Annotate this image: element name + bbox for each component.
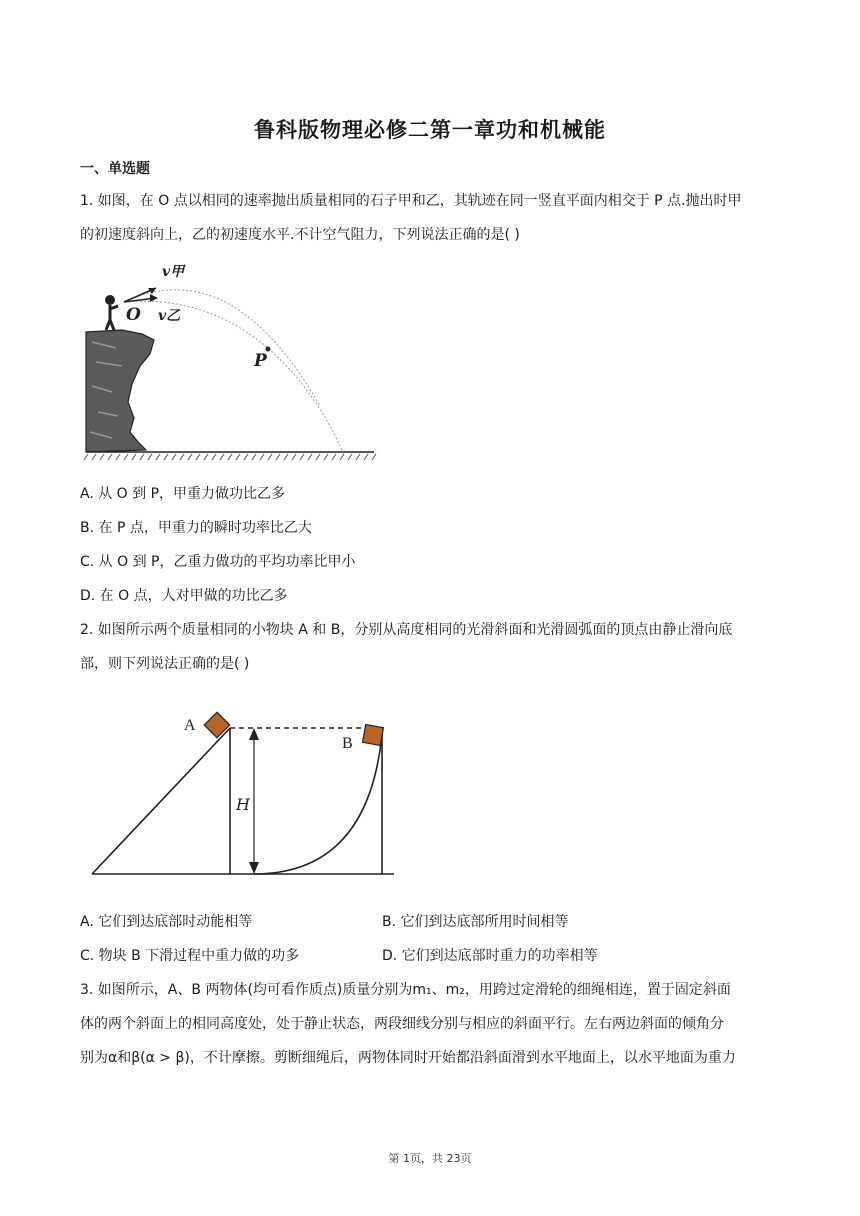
- height-arrow-bottom: [249, 862, 259, 874]
- label-h: H: [236, 795, 250, 814]
- q3-stem-line2: 体的两个斜面上的相同高度处，处于静止状态，两段细线分别与相应的斜面平行。左右两边斜面的倾角分: [80, 1016, 724, 1032]
- q1-option-b: B. 在 P 点，甲重力的瞬时功率比乙大: [80, 520, 312, 536]
- label-a: A: [184, 717, 196, 734]
- label-p: P: [254, 351, 267, 371]
- q3-stem-line3: 别为α和β(α > β)，不计摩擦。剪断细绳后，两物体同时开始都沿斜面滑到水平地面上，以水平地面为重力: [80, 1050, 736, 1066]
- section-heading: 一、单选题: [80, 161, 150, 177]
- q1-option-a: A. 从 O 到 P，甲重力做功比乙多: [80, 486, 286, 502]
- q2-stem-line1: 2. 如图所示两个质量相同的小物块 A 和 B，分别从高度相同的光滑斜面和光滑圆弧面的顶点由静止滑向底: [80, 622, 733, 638]
- height-arrow-top: [249, 728, 259, 740]
- q2-option-c: C. 物块 B 下滑过程中重力做的功多: [80, 948, 300, 964]
- page-footer: 第 1页，共 23页: [388, 1152, 472, 1165]
- q2-figure-incline-arc: [88, 706, 400, 882]
- q1-figure-projectile: [82, 262, 378, 464]
- q2-option-a: A. 它们到达底部时动能相等: [80, 914, 253, 930]
- q1-option-d: D. 在 O 点，人对甲做的功比乙多: [80, 588, 288, 604]
- page-title: 鲁科版物理必修二第一章功和机械能: [254, 118, 606, 142]
- arc-surface: [254, 734, 382, 874]
- label-o: O: [126, 305, 141, 325]
- ground-hatching: [84, 454, 376, 460]
- trajectory-tail: [318, 406, 344, 456]
- q3-stem-line1: 3. 如图所示，A、B 两物体(均可看作质点)质量分别为m₁、m₂，用跨过定滑轮的细绳相连，置于固定斜面: [80, 982, 731, 998]
- block-a: [204, 712, 229, 737]
- q2-option-b: B. 它们到达底部所用时间相等: [382, 914, 569, 930]
- trajectory-yi: [124, 301, 318, 406]
- label-b: B: [342, 735, 353, 752]
- q2-stem-line2: 部，则下列说法正确的是( ): [80, 656, 250, 672]
- q2-option-d: D. 它们到达底部时重力的功率相等: [382, 948, 598, 964]
- label-v-yi: v乙: [158, 308, 181, 324]
- q1-stem-line1: 1. 如图，在 O 点以相同的速率抛出质量相同的石子甲和乙，其轨迹在同一竖直平面内相交于 P 点.抛出时甲: [80, 193, 742, 209]
- trajectory-jia: [124, 290, 320, 406]
- incline-surface: [92, 728, 230, 874]
- q1-stem-line2: 的初速度斜向上，乙的初速度水平.不计空气阻力，下列说法正确的是( ): [80, 227, 520, 243]
- label-v-jia: v甲: [162, 264, 185, 280]
- arrowhead-yi: [150, 294, 158, 302]
- q1-option-c: C. 从 O 到 P，乙重力做功的平均功率比甲小: [80, 554, 356, 570]
- block-b: [363, 725, 384, 746]
- person-figure: [106, 305, 118, 330]
- person-head: [105, 295, 115, 305]
